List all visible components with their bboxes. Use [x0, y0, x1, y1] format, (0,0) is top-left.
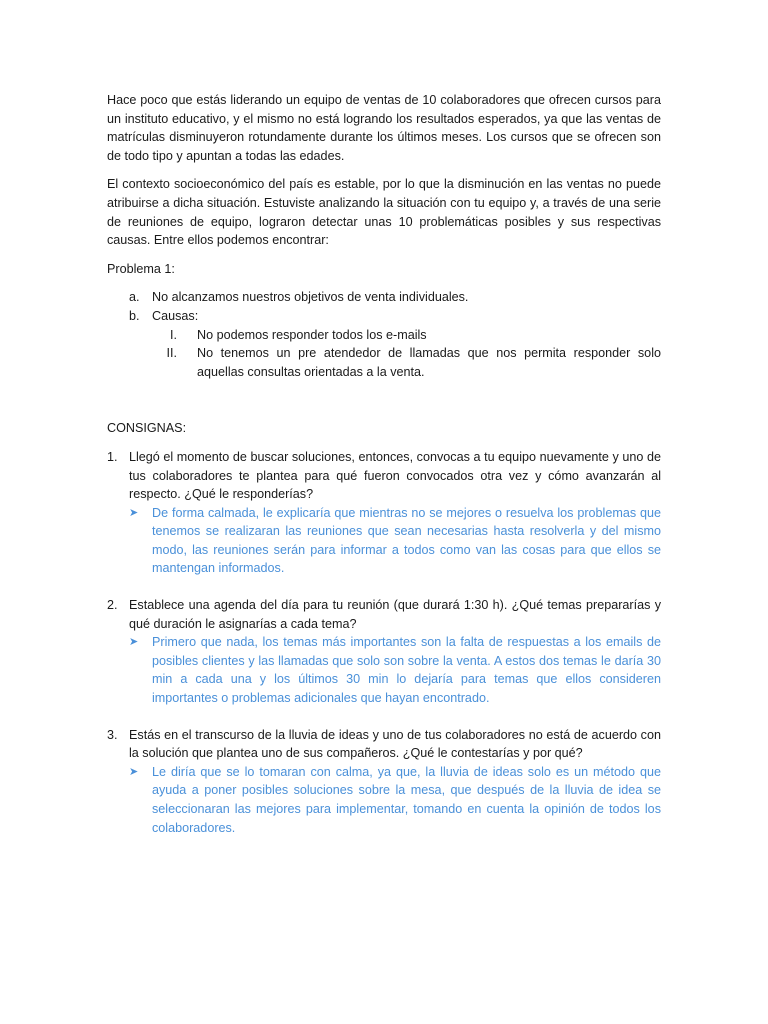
answer-block: [129, 763, 661, 837]
answer-text: Le diría que se lo tomaran con calma, ya que, la lluvia de ideas solo es un método que ayuda a poner posibles soluciones sobre la mesa, que después de la lluvia de idea se seleccionaran las mejores para implementar, tomando en cuenta la opinión de todos los colaboradores.: [152, 764, 661, 835]
arrow-bullet-icon: ➤: [129, 765, 139, 778]
cause-item-text: No tenemos un pre atendedor de llamadas que nos permita responder solo aquellas consultas orientadas a la venta.: [197, 346, 661, 379]
problem-item: [107, 288, 661, 307]
cause-item: [107, 326, 661, 345]
problem-item-text: No alcanzamos nuestros objetivos de venta individuales.: [152, 290, 469, 305]
consignas-heading: CONSIGNAS:: [107, 421, 187, 436]
intro-paragraph-1: Hace poco que estás liderando un equipo de ventas de 10 colaboradores que ofrecen cursos para un instituto educativo, y el mismo no está logrando los resultados esperados, ya que las ventas de matrículas disminuyeron rotundamente durante los últimos meses. Los cursos que se ofrecen son de todo tipo y apuntan a todas las edades.: [107, 93, 661, 163]
document-page: [107, 91, 661, 837]
problem-item-text: Causas:: [152, 308, 199, 323]
question-item: [107, 596, 661, 708]
arrow-bullet-icon: ➤: [129, 506, 139, 519]
question-text: Llegó el momento de buscar soluciones, entonces, convocas a tu equipo nuevamente y uno de tus colaboradores te plantea para qué fueron convocados otra vez y cómo avanzarán al respecto. ¿Qué le responderías?: [129, 449, 661, 502]
problem-list: [107, 288, 661, 381]
causes-list: [152, 326, 661, 382]
intro-paragraph-2: El contexto socioeconómico del país es estable, por lo que la disminución en las ventas no puede atribuirse a dicha situación. Estuviste analizando la situación con tu equipo y, a través de una serie de reuniones de equipo, lograron detectar unas 10 problemáticas posibles y sus respectivas causas. Entre ellos podemos encontrar:: [107, 177, 661, 248]
list-marker: I.: [170, 327, 177, 342]
question-text: Establece una agenda del día para tu reunión (que durará 1:30 h). ¿Qué temas prepararías y qué duración le asignarías a cada tema?: [129, 598, 661, 631]
problem-item: [107, 307, 661, 381]
questions-list: [107, 448, 661, 837]
answer-block: [129, 633, 661, 707]
cause-item-text: No podemos responder todos los e-mails: [197, 327, 427, 342]
list-marker: 2.: [107, 598, 118, 613]
list-marker: 3.: [107, 727, 118, 742]
problem-title: Problema 1:: [107, 261, 175, 276]
cause-item: [107, 344, 661, 381]
list-marker: 1.: [107, 449, 118, 464]
answer-block: [129, 504, 661, 578]
question-item: [107, 726, 661, 838]
question-text: Estás en el transcurso de la lluvia de ideas y uno de tus colaboradores no está de acuerdo con la solución que plantea uno de sus compañeros. ¿Qué le contestarías y por qué?: [129, 727, 661, 761]
list-marker: a.: [129, 290, 140, 305]
arrow-bullet-icon: ➤: [129, 636, 139, 649]
question-item: [107, 448, 661, 578]
list-marker: II.: [166, 346, 177, 361]
answer-text: Primero que nada, los temas más importantes son la falta de respuestas a los emails de posibles clientes y las llamadas que solo son sobre la venta. A estos dos temas le daría 30 min a cada una y los últimos 30 min lo dejaría para temas que ellos consideren importantes o problemas adicionales que hayan encontrado.: [152, 635, 661, 706]
list-marker: b.: [129, 308, 140, 323]
answer-text: De forma calmada, le explicaría que mientras no se mejores o resuelva los problemas que tenemos se realizaran las reuniones que sean necesarias hasta resolverla y del mismo modo, las reuniones serán para informar a todos como van las cosas para que ellos se mantengan informados.: [152, 505, 661, 576]
